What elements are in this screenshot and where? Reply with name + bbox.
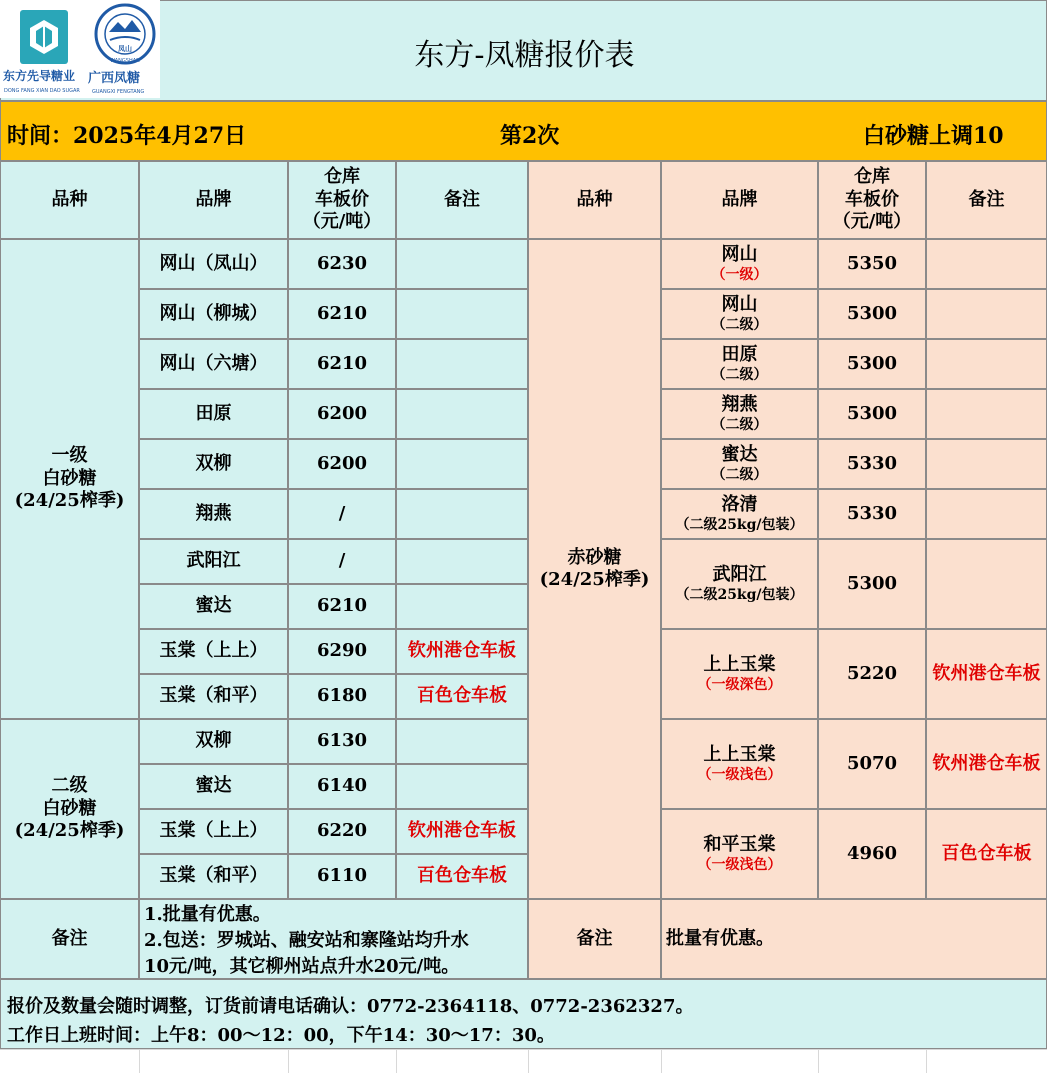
header-variety-brown: 品种: [528, 161, 661, 239]
grid-line: [288, 1049, 289, 1073]
table-row-price: 5300: [818, 339, 926, 389]
table-row-price: 5220: [818, 629, 926, 719]
empty-grid-row: [0, 1049, 1047, 1073]
table-row-price: /: [288, 489, 396, 539]
table-row-price: 6230: [288, 239, 396, 289]
table-row-price: 5350: [818, 239, 926, 289]
table-row-price: 5330: [818, 489, 926, 539]
table-row-note: [396, 339, 528, 389]
table-row-price: 6130: [288, 719, 396, 764]
table-row-price: 6200: [288, 439, 396, 489]
table-row-brand: 双柳: [139, 439, 288, 489]
table-row-brand: 田原 （二级）: [661, 339, 818, 389]
header-price-brown: 仓库 车板价 （元/吨）: [818, 161, 926, 239]
table-row-price: 5070: [818, 719, 926, 809]
grid-line: [528, 1049, 529, 1073]
remark-text-white: 1.批量有优惠。 2.包送：罗城站、融安站和寨隆站均升水 10元/吨，其它柳州站点升水20元/吨。: [139, 899, 528, 979]
table-row-brand: 翔燕: [139, 489, 288, 539]
footer-contact: 报价及数量会随时调整，订货前请电话确认：0772-2364118、0772-2362327。: [7, 996, 694, 1017]
table-row-note: [396, 539, 528, 584]
header-note-brown: 备注: [926, 161, 1047, 239]
grid-line: [926, 1049, 927, 1073]
header-variety-white: 品种: [0, 161, 139, 239]
table-row-note: [396, 239, 528, 289]
table-row-note: 百色仓车板: [396, 674, 528, 719]
table-row-note: 百色仓车板: [926, 809, 1047, 899]
header-price-white: 仓库 车板价 （元/吨）: [288, 161, 396, 239]
grid-line: [139, 1049, 140, 1073]
table-row-note: 钦州港仓车板: [926, 629, 1047, 719]
table-row-note: [396, 719, 528, 764]
table-row-note: [396, 764, 528, 809]
grid-line: [818, 1049, 819, 1073]
dongfang-logo-sub: DONG FANG XIAN DAO SUGAR: [4, 88, 80, 94]
table-row-price: 6210: [288, 289, 396, 339]
table-row-brand: 网山（凤山）: [139, 239, 288, 289]
table-row-price: 6210: [288, 339, 396, 389]
table-row-brand: 蜜达: [139, 584, 288, 629]
table-row-note: [926, 289, 1047, 339]
dongfang-logo-text: 东方先导糖业: [3, 69, 76, 83]
table-row-brand: 翔燕 （二级）: [661, 389, 818, 439]
guangxi-seal-icon: [96, 5, 154, 63]
table-row-price: 6140: [288, 764, 396, 809]
header-note-white: 备注: [396, 161, 528, 239]
table-row-note: 钦州港仓车板: [396, 629, 528, 674]
seal-text: 凤山: [118, 45, 132, 53]
table-row-brand: 和平玉棠 （一级浅色）: [661, 809, 818, 899]
info-band: [0, 101, 1047, 161]
header-brand-white: 品牌: [139, 161, 288, 239]
table-row-note: 钦州港仓车板: [396, 809, 528, 854]
table-row-price: 5300: [818, 389, 926, 439]
table-row-note: [926, 539, 1047, 629]
table-row-note: 钦州港仓车板: [926, 719, 1047, 809]
company-logos: [0, 0, 160, 98]
table-row-brand: 上上玉棠 （一级深色）: [661, 629, 818, 719]
table-row-brand: 武阳江: [139, 539, 288, 584]
table-row-note: [396, 584, 528, 629]
table-row-price: 4960: [818, 809, 926, 899]
price-adjust: 白砂糖上调10: [863, 123, 1004, 149]
table-row-price: 6210: [288, 584, 396, 629]
table-row-brand: 玉棠（和平）: [139, 854, 288, 899]
table-row-price: 5300: [818, 539, 926, 629]
table-row-note: 百色仓车板: [396, 854, 528, 899]
table-row-note: [396, 289, 528, 339]
table-row-note: [926, 489, 1047, 539]
table-row-brand: 玉棠（上上）: [139, 629, 288, 674]
table-row-note: [926, 389, 1047, 439]
dongfang-logo-icon: [20, 10, 68, 64]
table-row-note: [926, 439, 1047, 489]
page-title: 东方-凤糖报价表: [414, 37, 635, 73]
table-row-brand: 洛清 （二级25kg/包装）: [661, 489, 818, 539]
quote-round: 第2次: [500, 123, 560, 149]
table-row-brand: 网山 （一级）: [661, 239, 818, 289]
remark-label-brown: 备注: [528, 899, 661, 979]
footer-hours: 工作日上班时间：上午8：00～12：00，下午14：30～17：30。: [7, 1025, 555, 1046]
table-row-price: 6220: [288, 809, 396, 854]
brown-sugar-variety: 赤砂糖 (24/25榨季): [528, 239, 661, 899]
table-row-note: [396, 489, 528, 539]
guangxi-logo-sub: GUANGXI FENGTANG: [92, 89, 145, 95]
grid-line: [661, 1049, 662, 1073]
table-row-brand: 网山（六塘）: [139, 339, 288, 389]
table-row-price: 5330: [818, 439, 926, 489]
table-row-brand: 武阳江 （二级25kg/包装）: [661, 539, 818, 629]
logo-area: [0, 0, 160, 98]
grade1-white-variety: 一级 白砂糖 (24/25榨季): [0, 239, 139, 719]
remark-text-brown: 批量有优惠。: [661, 899, 1047, 979]
table-row-note: [926, 339, 1047, 389]
header-brand-brown: 品牌: [661, 161, 818, 239]
grid-line: [396, 1049, 397, 1073]
table-row-price: 6290: [288, 629, 396, 674]
table-row-brand: 玉棠（和平）: [139, 674, 288, 719]
grade2-white-variety: 二级 白砂糖 (24/25榨季): [0, 719, 139, 899]
table-row-price: 6180: [288, 674, 396, 719]
table-row-note: [396, 439, 528, 489]
table-row-note: [396, 389, 528, 439]
table-row-price: /: [288, 539, 396, 584]
quote-date: 时间：2025年4月27日: [7, 123, 247, 149]
table-row-note: [926, 239, 1047, 289]
table-row-brand: 网山（柳城）: [139, 289, 288, 339]
table-row-brand: 玉棠（上上）: [139, 809, 288, 854]
table-row-brand: 上上玉棠 （一级浅色）: [661, 719, 818, 809]
table-row-price: 5300: [818, 289, 926, 339]
table-row-price: 6200: [288, 389, 396, 439]
table-row-brand: 双柳: [139, 719, 288, 764]
seal-ring-text: WANGSHAN: [110, 58, 140, 64]
table-row-brand: 田原: [139, 389, 288, 439]
table-row-brand: 蜜达: [139, 764, 288, 809]
footer-notice: [0, 979, 1047, 1049]
table-row-brand: 网山 （二级）: [661, 289, 818, 339]
table-row-brand: 蜜达 （二级）: [661, 439, 818, 489]
remark-label-white: 备注: [0, 899, 139, 979]
guangxi-logo-text: 广西凤糖: [88, 71, 141, 86]
table-row-price: 6110: [288, 854, 396, 899]
